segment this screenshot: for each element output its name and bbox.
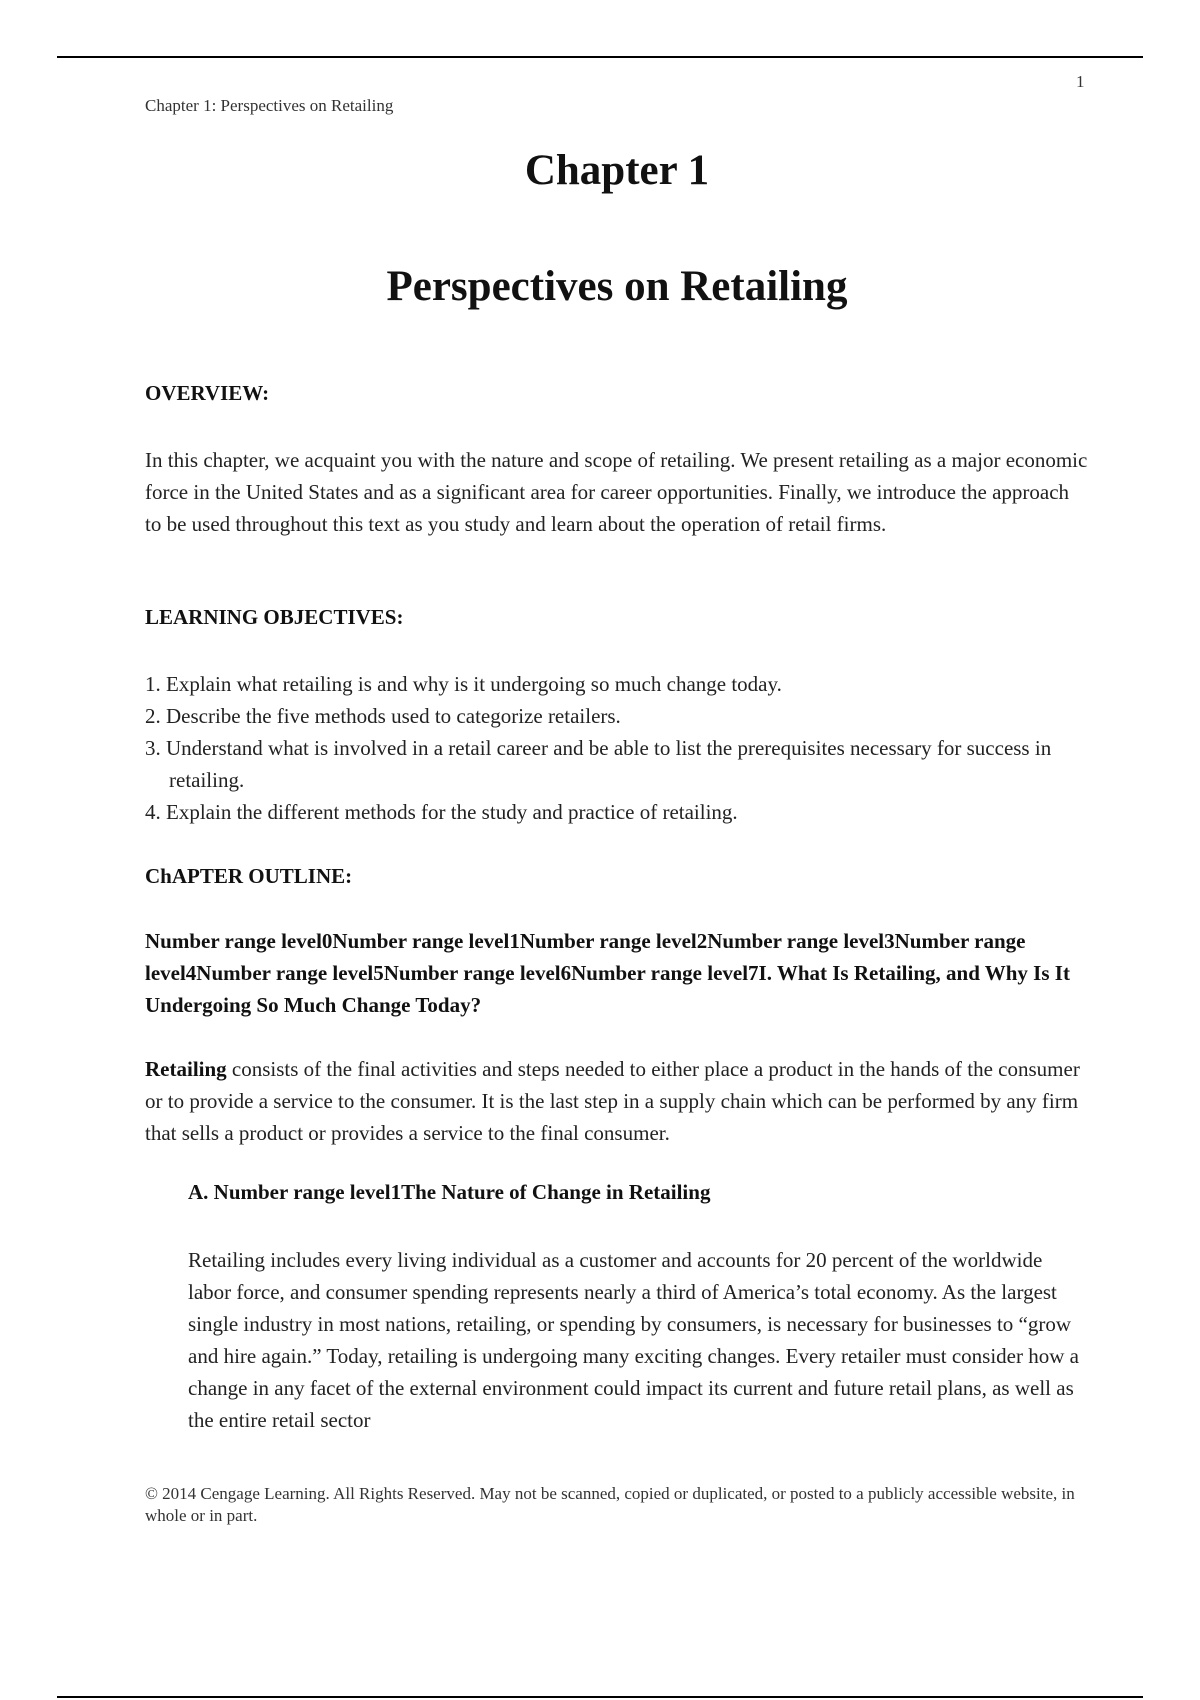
overview-text: In this chapter, we acquaint you with the nature and scope of retailing. We present retailing as a major economic force in the United States and as a significant area for career opportunities. Finally, we introduce the approach to be used throughout this text as you study and learn about the operation of retail firms. (145, 448, 1088, 536)
learning-objective-item: 2. Describe the five methods used to categorize retailers. (145, 704, 621, 728)
outline-section-heading: Number range level0Number range level1Number range level2Number range level3Number range level4Number range level5Number range level6Number range level7I. What Is Retailing, and Why Is It Undergoing So Much Change Today? (145, 929, 1070, 1017)
learning-objective-item: 4. Explain the different methods for the study and practice of retailing. (145, 800, 738, 824)
overview-heading: OVERVIEW: (145, 381, 270, 405)
subsection-text: Retailing includes every living individual as a customer and accounts for 20 percent of the worldwide labor force, and consumer spending represents nearly a third of America’s total economy. As the largest single industry in most nations, retailing, or spending by consumers, is necessary for businesses to “grow and hire again.” Today, retailing is undergoing many exciting changes. Every retailer must consider how a change in any facet of the external environment could impact its current and future retail plans, as well as the entire retail sector (188, 1248, 1079, 1432)
copyright-notice: © 2014 Cengage Learning. All Rights Reserved. May not be scanned, copied or duplicated, or posted to a publicly accessible website, in whole or in part. (145, 1484, 1075, 1525)
definition-term: Retailing (145, 1057, 227, 1081)
learning-objectives-heading: LEARNING OBJECTIVES: (145, 605, 404, 629)
retailing-definition (145, 1053, 1090, 1149)
chapter-number: Chapter 1 (524, 147, 710, 194)
subsection-heading: A. Number range level1The Nature of Change in Retailing (188, 1180, 711, 1204)
learning-objective-item: 1. Explain what retailing is and why is it undergoing so much change today. (145, 672, 782, 696)
page-number: 1 (1076, 72, 1085, 91)
definition-text: consists of the final activities and steps needed to either place a product in the hands of the consumer or to provide a service to the consumer. It is the last step in a supply chain which can be performed by any firm that sells a product or provides a service to the final consumer. (145, 1057, 1080, 1145)
chapter-outline-heading: ChAPTER OUTLINE: (145, 864, 353, 888)
running-header: Chapter 1: Perspectives on Retailing (145, 96, 394, 115)
bottom-rule (57, 1696, 1143, 1698)
chapter-title: Perspectives on Retailing (386, 263, 848, 310)
learning-objective-item: 3. Understand what is involved in a retail career and be able to list the prerequisites necessary for success in retailing. (145, 736, 1052, 792)
learning-objectives-list (145, 668, 1090, 828)
top-rule (57, 56, 1143, 58)
